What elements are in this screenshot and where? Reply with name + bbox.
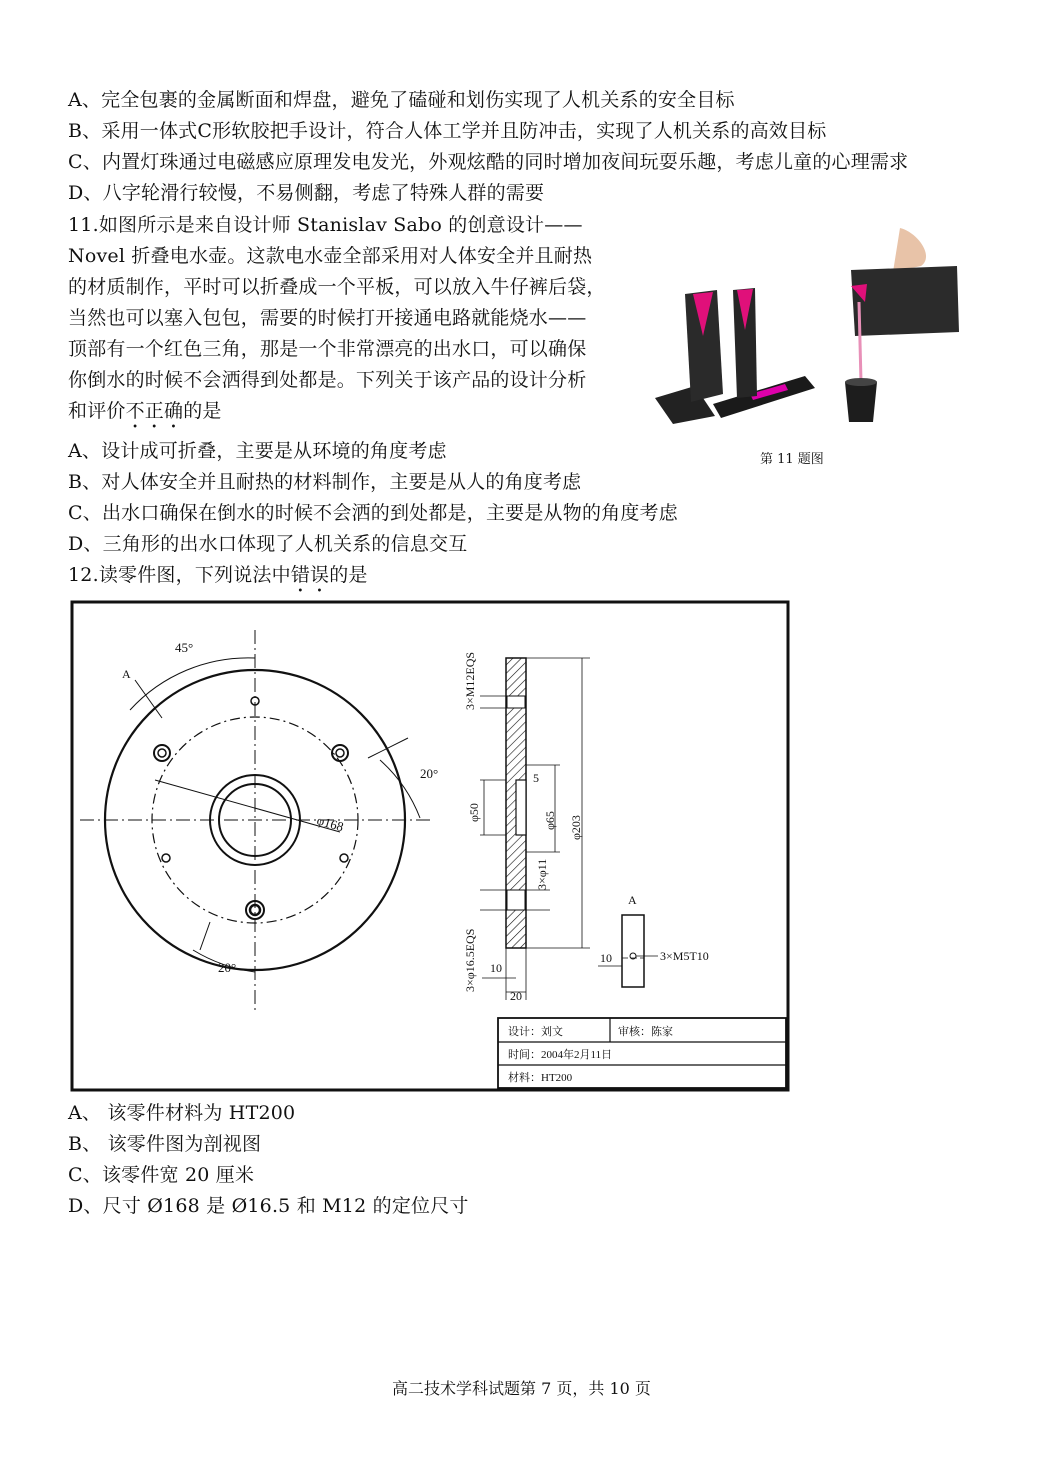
dim-203-label: φ203 xyxy=(569,815,583,840)
q10-option-b: B、采用一体式C形软胶把手设计，符合人体工学并且防冲击，实现了人机关系的高效目标 xyxy=(68,120,827,142)
arrow-a-label: A xyxy=(122,667,131,681)
q12-emphasis: 错误 xyxy=(290,564,330,586)
kettle-photo xyxy=(655,226,965,426)
q11-stem-line-2: Novel 折叠电水壶。这款电水壶全部采用对人体安全并且耐热 xyxy=(68,245,593,267)
q11-option-c: C、出水口确保在倒水的时候不会洒的到处都是，主要是从物的角度考虑 xyxy=(68,502,678,524)
title-material: 材料：HT200 xyxy=(508,1072,573,1084)
q11-emphasis: 不正确 xyxy=(125,400,184,422)
q10-option-a: A、完全包裹的金属断面和焊盘，避免了磕碰和划伤实现了人机关系的安全目标 xyxy=(68,89,735,111)
view-a-thread-label: 3×M5T10 xyxy=(660,949,709,963)
q11-stem-line-4: 当然也可以塞入包包，需要的时候打开接通电路就能烧水—— xyxy=(68,307,587,329)
dim-20-label: 20 xyxy=(510,989,522,1003)
q11-stem-line-7 xyxy=(68,399,222,433)
q11-stem-line-1: 11.如图所示是来自设计师 Stanislav Sabo 的创意设计—— xyxy=(68,214,583,236)
cup-rim xyxy=(845,378,877,386)
cup xyxy=(845,382,877,422)
q11-option-a: A、设计成可折叠，主要是从环境的角度考虑 xyxy=(68,440,447,462)
dim-11-label: 3×φ11 xyxy=(535,858,549,890)
angle-20-right-label: 20° xyxy=(420,766,439,781)
dim-165-label: 3×φ16.5EQS xyxy=(463,928,477,992)
q12-stem-post: 的是 xyxy=(329,564,368,586)
pouring-kettle xyxy=(851,266,959,336)
q11-stem-post: 的是 xyxy=(183,400,222,422)
flat-kettle-panel xyxy=(713,376,815,418)
section-step xyxy=(516,780,526,835)
dim-50-label: φ50 xyxy=(467,803,481,822)
q11-option-b: B、对人体安全并且耐热的材料制作，主要是从人的角度考虑 xyxy=(68,471,582,493)
q12-option-d: D、尺寸 Ø168 是 Ø16.5 和 M12 的定位尺寸 xyxy=(68,1195,469,1217)
angle-20-bottom-label: 20° xyxy=(218,960,237,975)
section-thread-hole xyxy=(507,696,525,708)
q10-option-d: D、八字轮滑行较慢，不易侧翻，考虑了特殊人群的需要 xyxy=(68,182,545,204)
dim-10-label: 10 xyxy=(490,961,502,975)
q12-option-c: C、该零件宽 20 厘米 xyxy=(68,1164,255,1186)
q10-option-c: C、内置灯珠通过电磁感应原理发电发光，外观炫酷的同时增加夜间玩耍乐趣，考虑儿童的心理需求 xyxy=(68,151,909,173)
angle-45-label: 45° xyxy=(175,640,194,655)
view-a-10-label: 10 xyxy=(600,951,612,965)
view-a-title: A xyxy=(628,893,637,907)
q11-stem-line-5: 顶部有一个红色三角，那是一个非常漂亮的出水口，可以确保 xyxy=(68,338,587,360)
figure-caption: 第 11 题图 xyxy=(760,452,824,467)
title-reviewer: 审核：陈家 xyxy=(618,1026,673,1038)
hand xyxy=(893,228,926,272)
q11-option-d: D、三角形的出水口体现了人机关系的信息交互 xyxy=(68,533,468,555)
q11-stem-line-6: 你倒水的时候不会洒得到处都是。下列关于该产品的设计分析 xyxy=(68,369,587,391)
section-through-hole xyxy=(507,890,525,910)
part-drawing xyxy=(70,600,790,1092)
dim-5-label: 5 xyxy=(533,771,539,785)
title-date: 时间：2004年2月11日 xyxy=(508,1049,613,1061)
water-stream xyxy=(859,302,861,382)
q12-option-a: A、 该零件材料为 HT200 xyxy=(68,1102,296,1124)
q12-stem-pre: 12.读零件图，下列说法中 xyxy=(68,564,291,586)
q12-option-b: B、 该零件图为剖视图 xyxy=(68,1133,262,1155)
drawing-border xyxy=(72,602,788,1090)
dim-65-label: φ65 xyxy=(543,811,557,830)
q11-stem-line-3: 的材质制作，平时可以折叠成一个平板，可以放入牛仔裤后袋， xyxy=(68,276,606,298)
q11-stem-pre: 和评价 xyxy=(68,400,126,422)
dim-168-label: φ168 xyxy=(315,812,346,835)
dim-m12-label: 3×M12EQS xyxy=(463,651,477,710)
q12-stem xyxy=(68,563,368,597)
page-footer: 高二技术学科试题第 7 页，共 10 页 xyxy=(392,1379,651,1398)
title-designer: 设计：刘文 xyxy=(508,1026,563,1038)
